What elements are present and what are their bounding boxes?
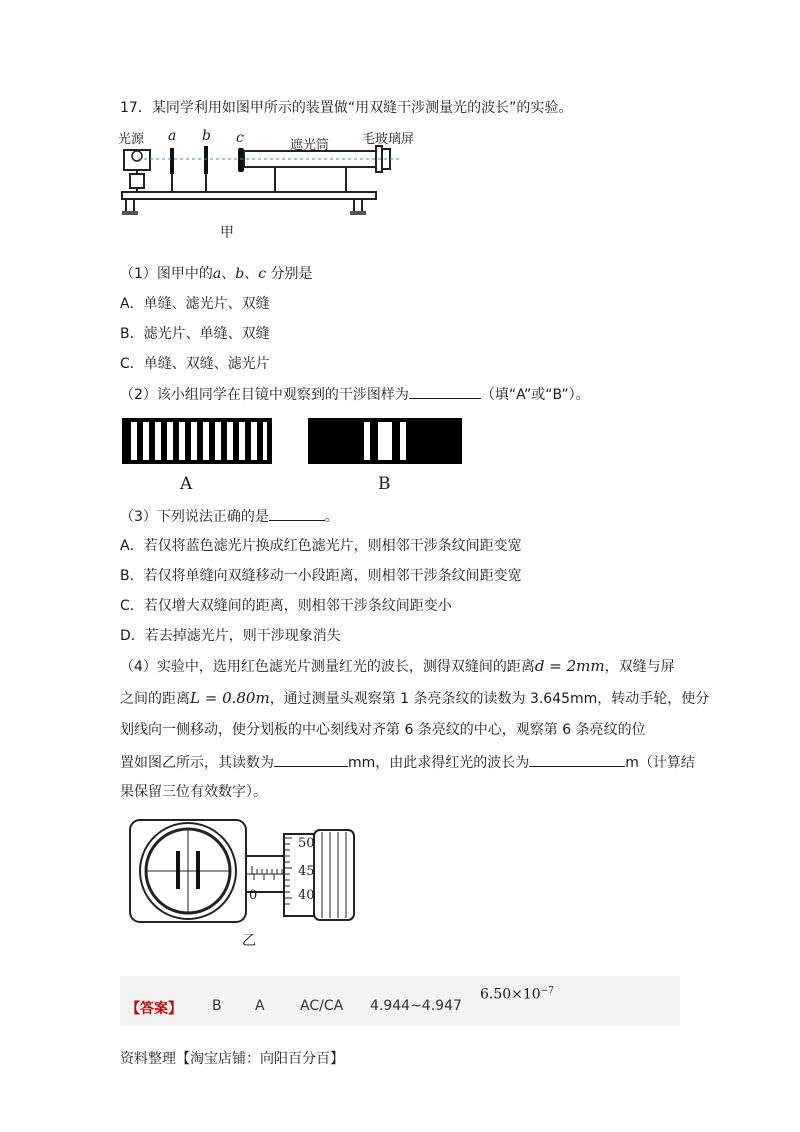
part4-line3: 划线向一侧移动，使分划板的中心刻线对齐第 6 条亮纹的中心，观察第 6 条亮纹的位 bbox=[120, 722, 646, 738]
answer-item-2: A bbox=[255, 998, 265, 1014]
answer-label: 【答案】 bbox=[126, 1001, 182, 1017]
element-b bbox=[204, 146, 208, 174]
light-source-stand bbox=[130, 174, 144, 188]
label-light-source: 光源 bbox=[118, 132, 145, 147]
answer-blank[interactable] bbox=[269, 506, 325, 521]
label-c: c bbox=[236, 130, 244, 146]
answer-blank[interactable] bbox=[409, 384, 481, 399]
label-tube: 遮光筒 bbox=[290, 138, 330, 153]
footer-source: 资料整理【淘宝店铺：向阳百分百】 bbox=[120, 1051, 344, 1067]
part4-line5: 果保留三位有效数字）。 bbox=[120, 784, 267, 800]
part3-option-b: B．若仅将单缝向双缝移动一小段距离，则相邻干涉条纹间距变宽 bbox=[120, 568, 522, 584]
pattern-b-label: B bbox=[378, 474, 391, 494]
part3-option-d: D．若去掉滤光片，则干涉现象消失 bbox=[120, 628, 341, 644]
fringe-pattern-b bbox=[308, 418, 462, 464]
rail bbox=[122, 192, 376, 199]
answer-item-3: AC/CA bbox=[300, 998, 344, 1014]
part4-line4: 置如图乙所示，其读数为 mm，由此求得红光的波长为 m（计算结 bbox=[120, 752, 695, 773]
figure-yi bbox=[126, 816, 366, 928]
part2-stem: （2）该小组同学在目镜中观察到的干涉图样为 （填“A”或“B”）。 bbox=[120, 384, 590, 405]
fringe-pattern-a bbox=[122, 418, 272, 464]
answer-item-4: 4.944~4.947 bbox=[370, 998, 462, 1014]
scale-label-50: 50 bbox=[298, 836, 315, 851]
part4-line2: 之间的距离L = 0.80m，通过测量头观察第 1 条亮条纹的读数为 3.645mm，转动手轮，使分 bbox=[120, 689, 710, 707]
question-title: 17．某同学利用如图甲所示的装置做“用双缝干涉测量光的波长”的实验。 bbox=[120, 100, 573, 116]
part3-option-a: A．若仅将蓝色滤光片换成红色滤光片，则相邻干涉条纹间距变宽 bbox=[120, 538, 522, 554]
label-b: b bbox=[202, 128, 211, 144]
answer-wavelength: $6.50\times 10^{-7}$ bbox=[480, 986, 554, 1003]
part1-option-c: C．单缝、双缝、滤光片 bbox=[120, 356, 270, 372]
caption-yi: 乙 bbox=[242, 933, 256, 949]
answer-blank[interactable] bbox=[274, 752, 348, 767]
main-scale-zero: 0 bbox=[249, 888, 258, 903]
part4-line1: （4）实验中，选用红色滤光片测量红光的波长，测得双缝间的距离d = 2mm，双缝与屏 bbox=[120, 657, 675, 675]
part1-option-a: A．单缝、滤光片、双缝 bbox=[120, 296, 270, 312]
part1-stem: （1）图甲中的a、b、c 分别是 bbox=[120, 266, 313, 282]
part1-option-b: B．滤光片、单缝、双缝 bbox=[120, 326, 270, 342]
answer-blank[interactable] bbox=[529, 752, 625, 767]
rail-foot-right bbox=[354, 199, 362, 213]
rail-foot-left bbox=[126, 199, 134, 213]
label-a: a bbox=[168, 128, 177, 144]
scale-label-40: 40 bbox=[298, 888, 315, 903]
part3-option-c: C．若仅增大双缝间的距离，则相邻干涉条纹间距变小 bbox=[120, 598, 452, 614]
label-screen: 毛玻璃屏 bbox=[362, 132, 415, 147]
rail-foot-right-base bbox=[350, 211, 366, 215]
d-equation: d = 2mm bbox=[534, 657, 605, 675]
L-equation: L = 0.80m bbox=[190, 689, 270, 707]
fringe-line-left bbox=[176, 851, 180, 889]
element-a bbox=[170, 148, 174, 174]
adjustment-knob[interactable] bbox=[314, 830, 354, 920]
answer-item-1: B bbox=[212, 998, 222, 1014]
scale-label-45: 45 bbox=[298, 864, 315, 879]
fringe-line-right bbox=[196, 851, 200, 889]
part3-stem: （3）下列说法正确的是 。 bbox=[120, 506, 339, 527]
rail-foot-left-base bbox=[122, 211, 138, 215]
pattern-a-label: A bbox=[180, 474, 193, 494]
caption-jia: 甲 bbox=[220, 225, 234, 241]
